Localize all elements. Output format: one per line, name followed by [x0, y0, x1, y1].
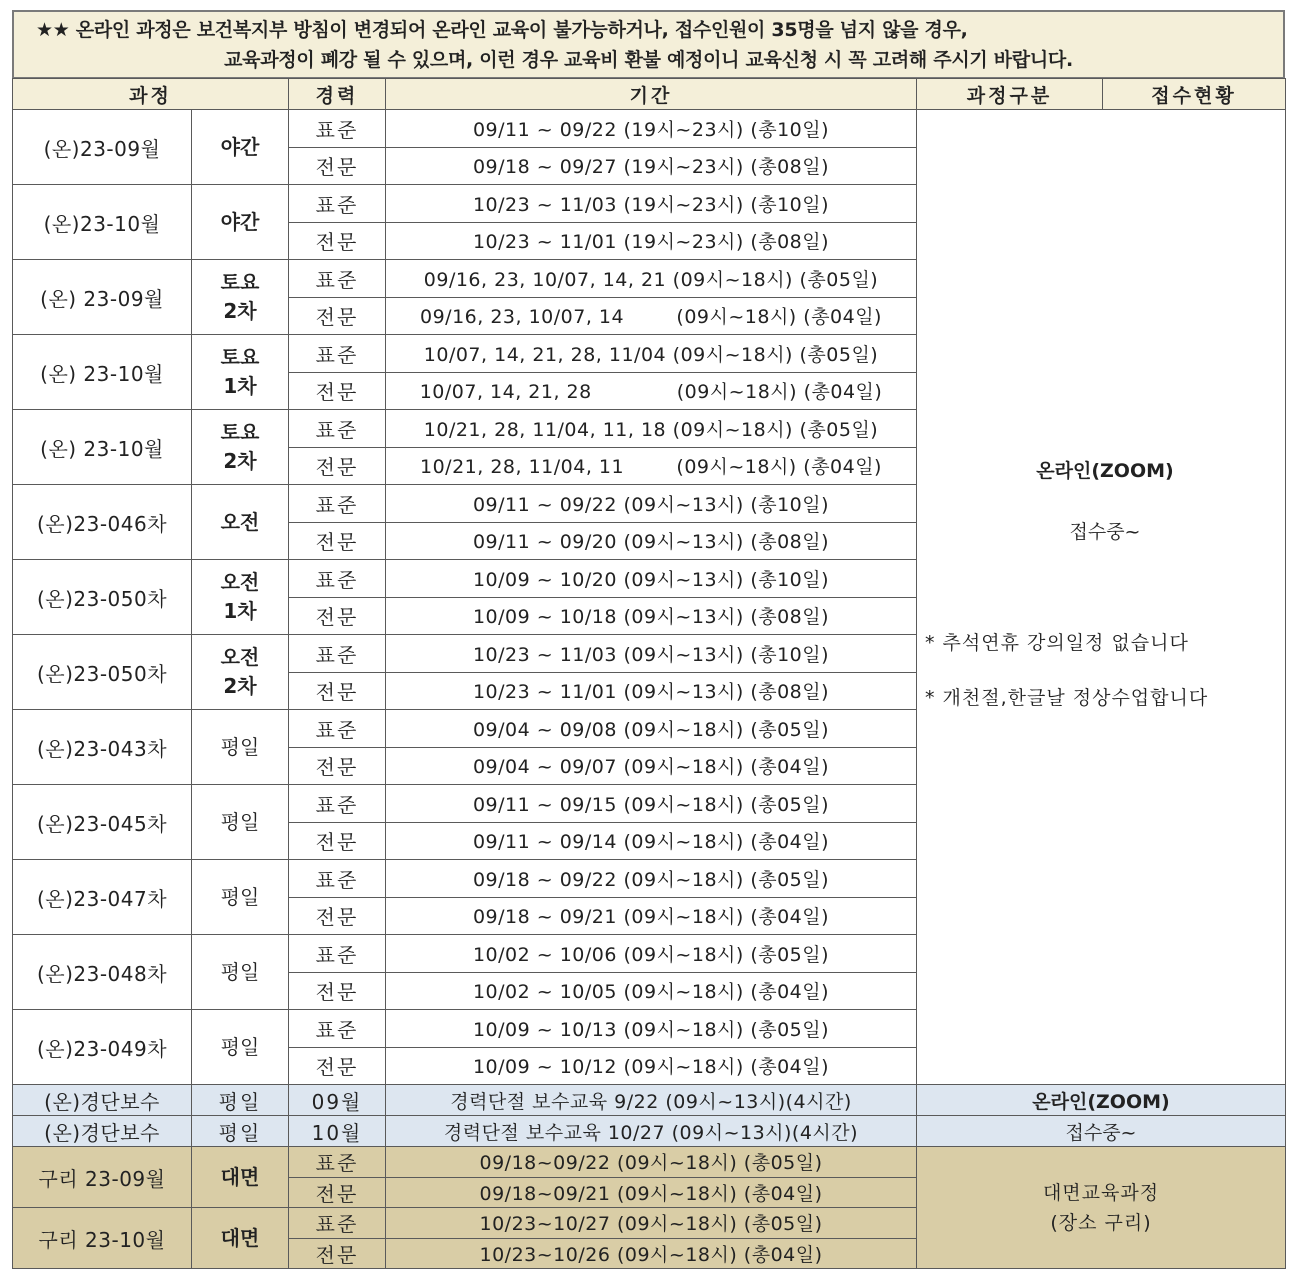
course-period: 09/18~09/22 (09시~18시) (총05일): [386, 1147, 917, 1178]
course-name: (온)경단보수: [13, 1116, 192, 1147]
course-session: 평일: [192, 860, 289, 935]
header-period: 기간: [386, 79, 917, 110]
course-level: 표준: [289, 935, 386, 973]
course-name: (온) 23-10월: [13, 335, 192, 410]
course-level: 표준: [289, 1010, 386, 1048]
course-session: 평일: [192, 785, 289, 860]
course-period: 경력단절 보수교육 9/22 (09시~13시)(4시간): [386, 1085, 917, 1116]
offline-courses: [13, 1147, 1286, 1269]
course-month: 09월: [289, 1085, 386, 1116]
course-level: 전문: [289, 297, 386, 335]
course-level: 표준: [289, 710, 386, 748]
course-session: 오전 2차: [192, 635, 289, 710]
course-session: 토요 2차: [192, 260, 289, 335]
course-session: 평일: [192, 935, 289, 1010]
online-note-holidays: * 개천절,한글날 정상수업합니다: [925, 687, 1209, 709]
course-period: 경력단절 보수교육 10/27 (09시~13시)(4시간): [386, 1116, 917, 1147]
course-level: 표준: [289, 860, 386, 898]
course-session: 야간: [192, 110, 289, 185]
course-level: 전문: [289, 1047, 386, 1085]
table-row: [13, 1116, 1286, 1147]
course-period: 10/23 ~ 11/03 (19시~23시) (총10일): [386, 185, 917, 223]
schedule-table: [12, 78, 1286, 1269]
refresher-courses: [13, 1085, 1286, 1147]
course-period: 09/04 ~ 09/07 (09시~18시) (총04일): [386, 747, 917, 785]
course-level: 표준: [289, 785, 386, 823]
online-side-info: [917, 110, 1286, 1085]
course-level: 표준: [289, 185, 386, 223]
course-name: (온)23-10월: [13, 185, 192, 260]
course-period: 09/16, 23, 10/07, 14, 21 (09시~18시) (총05일): [386, 260, 917, 298]
course-name: (온)23-049차: [13, 1010, 192, 1085]
course-period: 10/09 ~ 10/12 (09시~18시) (총04일): [386, 1047, 917, 1085]
course-session: 평일: [192, 710, 289, 785]
course-period: 09/11 ~ 09/22 (19시~23시) (총10일): [386, 110, 917, 148]
course-period: 10/21, 28, 11/04, 11 (09시~18시) (총04일): [386, 447, 917, 485]
notice-line-2: 교육과정이 폐강 될 수 있으며, 이런 경우 교육비 환불 예정이니 교육신청 시 꼭 고려해 주시기 바랍니다.: [224, 49, 1073, 71]
course-period: 09/11 ~ 09/15 (09시~18시) (총05일): [386, 785, 917, 823]
course-period: 09/11 ~ 09/20 (09시~13시) (총08일): [386, 522, 917, 560]
offline-location: (장소 구리): [1050, 1211, 1152, 1234]
course-period: 10/23 ~ 11/01 (19시~23시) (총08일): [386, 222, 917, 260]
course-session: 오전: [192, 485, 289, 560]
course-session: 토요 1차: [192, 335, 289, 410]
online-type: 온라인(ZOOM): [1036, 460, 1174, 482]
course-level: 표준: [289, 1147, 386, 1178]
course-level: 전문: [289, 447, 386, 485]
header-career: 경력: [289, 79, 386, 110]
course-name: (온)23-047차: [13, 860, 192, 935]
offline-side-info: [917, 1147, 1286, 1269]
course-name: (온)23-046차: [13, 485, 192, 560]
course-level: 전문: [289, 222, 386, 260]
refresher-type: 온라인(ZOOM): [917, 1085, 1286, 1116]
course-level: 전문: [289, 372, 386, 410]
course-session: 평일: [192, 1010, 289, 1085]
course-period: 09/18~09/21 (09시~18시) (총04일): [386, 1177, 917, 1208]
course-session: 대면: [192, 1147, 289, 1208]
course-level: 전문: [289, 672, 386, 710]
header-type: 과정구분: [917, 79, 1103, 110]
course-level: 표준: [289, 560, 386, 598]
course-period: 09/04 ~ 09/08 (09시~18시) (총05일): [386, 710, 917, 748]
table-row: [13, 1147, 1286, 1178]
course-name: (온) 23-10월: [13, 410, 192, 485]
course-period: 10/23~10/26 (09시~18시) (총04일): [386, 1238, 917, 1269]
course-level: 전문: [289, 522, 386, 560]
course-session: 대면: [192, 1208, 289, 1269]
course-period: 09/16, 23, 10/07, 14 (09시~18시) (총04일): [386, 297, 917, 335]
course-period: 09/18 ~ 09/21 (09시~18시) (총04일): [386, 897, 917, 935]
course-level: 표준: [289, 335, 386, 373]
course-period: 10/09 ~ 10/18 (09시~13시) (총08일): [386, 597, 917, 635]
course-session: 평일: [192, 1085, 289, 1116]
offline-type: 대면교육과정: [1042, 1181, 1160, 1204]
course-level: 표준: [289, 410, 386, 448]
course-name: (온) 23-09월: [13, 260, 192, 335]
course-name: 구리 23-10월: [13, 1208, 192, 1269]
course-level: 전문: [289, 897, 386, 935]
course-period: 10/07, 14, 21, 28 (09시~18시) (총04일): [386, 372, 917, 410]
course-name: (온)23-050차: [13, 635, 192, 710]
course-level: 전문: [289, 972, 386, 1010]
online-courses: [13, 110, 1286, 1085]
notice-box: [12, 10, 1285, 78]
course-session: 토요 2차: [192, 410, 289, 485]
notice-line-1: ★★ 온라인 과정은 보건복지부 방침이 변경되어 온라인 교육이 불가능하거나, 접수인원이 35명을 넘지 않을 경우,: [36, 19, 968, 41]
course-name: 구리 23-09월: [13, 1147, 192, 1208]
course-period: 10/21, 28, 11/04, 11, 18 (09시~18시) (총05일): [386, 410, 917, 448]
course-period: 10/23~10/27 (09시~18시) (총05일): [386, 1208, 917, 1239]
course-level: 표준: [289, 485, 386, 523]
course-level: 전문: [289, 147, 386, 185]
course-period: 10/02 ~ 10/06 (09시~18시) (총05일): [386, 935, 917, 973]
course-period: 09/11 ~ 09/14 (09시~18시) (총04일): [386, 822, 917, 860]
course-period: 09/18 ~ 09/22 (09시~18시) (총05일): [386, 860, 917, 898]
header-course: 과정: [13, 79, 289, 110]
course-level: 전문: [289, 1177, 386, 1208]
course-period: 10/23 ~ 11/03 (09시~13시) (총10일): [386, 635, 917, 673]
course-level: 표준: [289, 260, 386, 298]
course-session: 오전 1차: [192, 560, 289, 635]
course-level: 전문: [289, 597, 386, 635]
course-level: 표준: [289, 110, 386, 148]
course-month: 10월: [289, 1116, 386, 1147]
course-name: (온)23-043차: [13, 710, 192, 785]
course-level: 전문: [289, 747, 386, 785]
table-row: [13, 1085, 1286, 1116]
course-level: 표준: [289, 1208, 386, 1239]
course-level: 전문: [289, 1238, 386, 1269]
course-name: (온)경단보수: [13, 1085, 192, 1116]
online-status: 접수중~: [1069, 521, 1141, 543]
course-period: 09/11 ~ 09/22 (09시~13시) (총10일): [386, 485, 917, 523]
table-row: [13, 110, 1286, 148]
course-name: (온)23-048차: [13, 935, 192, 1010]
course-level: 표준: [289, 635, 386, 673]
course-session: 야간: [192, 185, 289, 260]
course-period: 10/23 ~ 11/01 (09시~13시) (총08일): [386, 672, 917, 710]
course-level: 전문: [289, 822, 386, 860]
course-period: 10/02 ~ 10/05 (09시~18시) (총04일): [386, 972, 917, 1010]
course-period: 09/18 ~ 09/27 (19시~23시) (총08일): [386, 147, 917, 185]
course-name: (온)23-045차: [13, 785, 192, 860]
online-note-chuseok: * 추석연휴 강의일정 없습니다: [925, 632, 1189, 654]
course-period: 10/07, 14, 21, 28, 11/04 (09시~18시) (총05일): [386, 335, 917, 373]
course-name: (온)23-050차: [13, 560, 192, 635]
course-period: 10/09 ~ 10/20 (09시~13시) (총10일): [386, 560, 917, 598]
course-session: 평일: [192, 1116, 289, 1147]
refresher-status: 접수중~: [917, 1116, 1286, 1147]
course-name: (온)23-09월: [13, 110, 192, 185]
course-period: 10/09 ~ 10/13 (09시~18시) (총05일): [386, 1010, 917, 1048]
header-status: 접수현황: [1103, 79, 1286, 110]
